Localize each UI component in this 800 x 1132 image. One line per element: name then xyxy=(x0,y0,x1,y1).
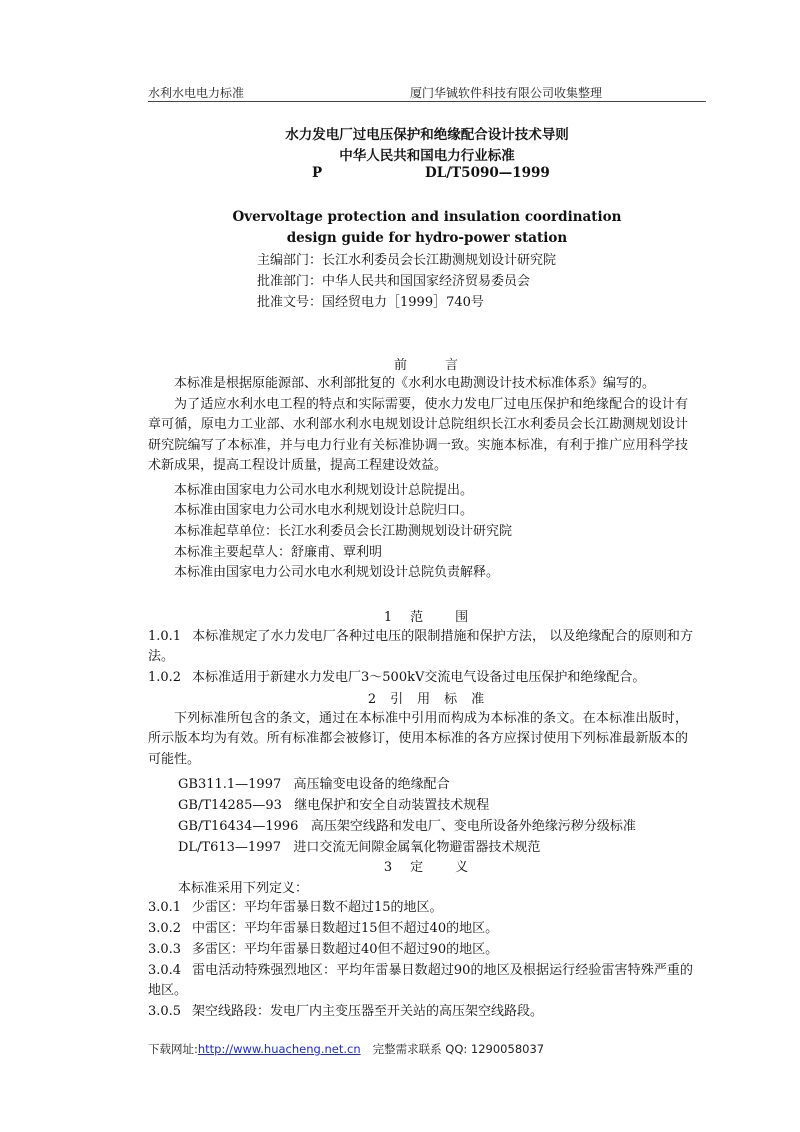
foreword-para: 为了适应水利水电工程的特点和实际需要，使水力发电厂过电压保护和绝缘配合的设计有章可循，原电力工业部、水利部水利水电规划设计总院组织长江水利委员会长江勘测规划设计研究院编写了本标准，并与电力行业有关标准协调一致。实施本标准，有利于推广应用科学技术新成果，提高工程设计质量，提高工程建设效益。 xyxy=(148,397,688,474)
section-1-heading: 1 范 围 xyxy=(383,610,471,625)
header-divider xyxy=(148,101,706,102)
section-2-intro: 下列标准所包含的条文，通过在本标准中引用而构成为本标准的条文。在本标准出版时，所示版本均为有效。所有标准都会被修订，使用本标准的各方应探讨使用下列标准最新版本的可能性。 xyxy=(148,711,688,767)
foreword-para: 本标准主要起草人：舒廉甫、覃利明 xyxy=(174,545,383,560)
page-footer xyxy=(148,1041,544,1057)
clause: 1.0.2 本标准适用于新建水力发电厂3～500kV交流电气设备过电压保护和绝缘配合。 xyxy=(148,670,646,685)
reference-item: GB/T16434—1996 高压架空线路和发电厂、变电所设备外绝缘污秽分级标准 xyxy=(178,819,636,834)
footer-label: 下载网址: xyxy=(148,1042,198,1056)
clause: 3.0.1 少雷区：平均年雷暴日数不超过15的地区。 xyxy=(148,900,443,915)
foreword-para: 本标准由国家电力公司水电水利规划设计总院归口。 xyxy=(174,503,474,518)
english-title-line1: Overvoltage protection and insulation coordination xyxy=(232,209,622,225)
editor-dept: 主编部门：长江水利委员会长江勘测规划设计研究院 xyxy=(257,253,557,268)
header-right: 厦门华铖软件科技有限公司收集整理 xyxy=(410,86,603,100)
clause: 3.0.5 架空线路段：发电厂内主变压器至开关站的高压架空线路段。 xyxy=(148,1004,544,1019)
section-2-heading: 2 引 用 标 准 xyxy=(367,692,487,707)
approval-doc: 批准文号：国经贸电力［1999］740号 xyxy=(257,295,484,310)
section-3-heading: 3 定 义 xyxy=(383,860,471,875)
foreword-heading: 前 言 xyxy=(393,358,461,373)
category-code: P xyxy=(312,165,323,181)
clause: 1.0.1 本标准规定了水力发电厂各种过电压的限制措施和保护方法， 以及绝缘配合的原则和方法。 xyxy=(148,629,693,665)
foreword-para: 本标准是根据原能源部、水利部批复的《水利水电勘测设计技术标准体系》编写的。 xyxy=(174,376,656,391)
clause: 3.0.2 中雷区：平均年雷暴日数超过15但不超过40的地区。 xyxy=(148,921,499,936)
reference-item: GB311.1—1997 高压输变电设备的绝缘配合 xyxy=(178,777,450,792)
approver-dept: 批准部门：中华人民共和国国家经济贸易委员会 xyxy=(257,274,531,289)
standard-number: DL/T5090—1999 xyxy=(425,165,550,181)
download-link[interactable]: http://www.huacheng.net.cn xyxy=(197,1042,361,1056)
section-3-intro: 本标准采用下列定义： xyxy=(178,881,309,896)
clause: 3.0.3 多雷区：平均年雷暴日数超过40但不超过90的地区。 xyxy=(148,942,499,957)
clause: 3.0.4 雷电活动特殊强烈地区：平均年雷暴日数超过90的地区及根据运行经验雷害特殊严重的地区。 xyxy=(148,963,693,999)
foreword-para: 本标准由国家电力公司水电水利规划设计总院提出。 xyxy=(174,483,474,498)
reference-item: GB/T14285—93 继电保护和安全自动装置技术规程 xyxy=(178,798,490,813)
foreword-para: 本标准由国家电力公司水电水利规划设计总院负责解释。 xyxy=(174,565,500,580)
reference-item: DL/T613—1997 进口交流无间隙金属氧化物避雷器技术规范 xyxy=(178,840,541,855)
header-left: 水利水电电力标准 xyxy=(148,86,245,100)
foreword-para: 本标准起草单位：长江水利委员会长江勘测规划设计研究院 xyxy=(174,524,513,539)
english-title-line2: design guide for hydro-power station xyxy=(286,230,568,246)
contact-info: 完整需求联系 QQ: 1290058037 xyxy=(372,1042,545,1056)
document-title: 水力发电厂过电压保护和绝缘配合设计技术导则 xyxy=(285,127,569,143)
standard-type: 中华人民共和国电力行业标准 xyxy=(339,148,515,164)
